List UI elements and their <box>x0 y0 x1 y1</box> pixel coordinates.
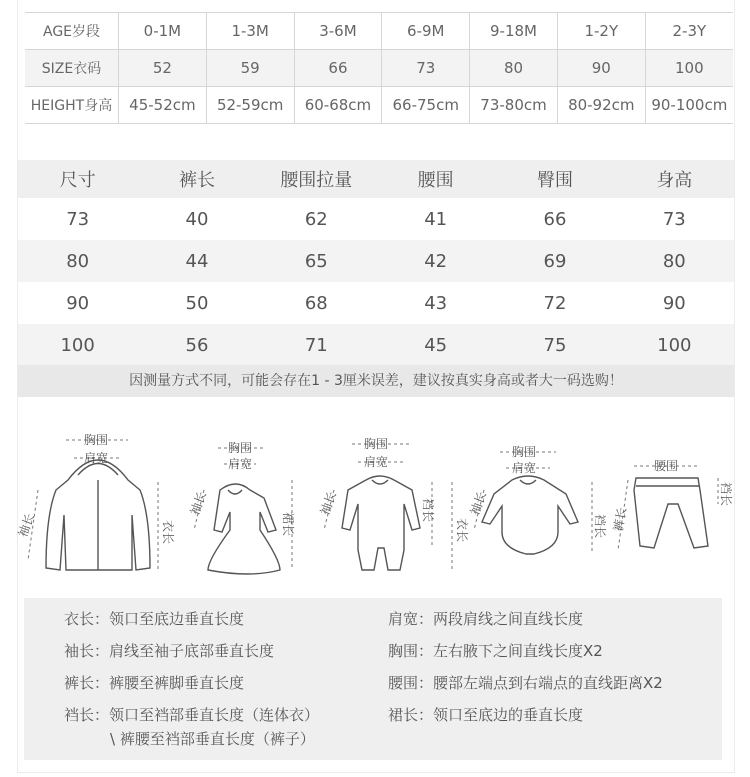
table-cell: 40 <box>185 208 209 230</box>
diagram-label: 肩宽 <box>228 457 253 471</box>
diagram-label: 裤长 <box>611 506 630 533</box>
diagram-label: 裆长 <box>593 514 607 539</box>
table-cell: 68 <box>304 292 328 314</box>
diagram-label: 裙长 <box>281 512 295 537</box>
table-cell: 44 <box>137 240 256 282</box>
table-cell: 41 <box>424 208 448 230</box>
diagram-label: 肩宽 <box>364 455 389 469</box>
table-cell: 73 <box>662 208 686 230</box>
legend-desc: 裤腰至裤脚垂直长度 <box>109 674 245 692</box>
table-cell: 75 <box>495 324 614 366</box>
legend-desc: 肩线至袖子底部垂直长度 <box>109 642 275 660</box>
table-cell: 62 <box>304 208 328 230</box>
table-cell: 43 <box>424 292 448 314</box>
table-cell: 42 <box>376 240 495 282</box>
table-cell: 45-52cm <box>119 87 207 124</box>
legend-term: 肩宽 <box>388 610 419 628</box>
diagram-label: 衣长 <box>455 518 469 543</box>
table-cell: 66-75cm <box>382 87 470 124</box>
size-table <box>25 12 733 124</box>
table-row <box>18 324 734 366</box>
diagram-label: 袖长 <box>187 489 210 518</box>
table-cell: 56 <box>137 324 256 366</box>
table-cell: 2-3Y <box>645 13 733 50</box>
legend-term: 袖长 <box>64 642 95 660</box>
diagram-label: 裆长 <box>421 498 435 523</box>
measurement-legend <box>24 598 722 760</box>
legend-desc: 领口至底边的垂直长度 <box>433 706 584 724</box>
table-row <box>25 13 733 50</box>
legend-term: 胸围 <box>388 642 419 660</box>
table-cell: AGE岁段 <box>25 13 119 50</box>
diagram-label: 袖长 <box>15 511 38 540</box>
column-header: 裤长 <box>137 160 256 198</box>
legend-item: 胸围：左右腋下之间直线长度X2 <box>388 642 603 660</box>
legend-extra: \ 裤腰至裆部垂直长度（裤子） <box>110 730 315 748</box>
column-header: 腰围拉量 <box>257 160 376 198</box>
jacket-icon <box>46 460 150 570</box>
table-cell: 80-92cm <box>557 87 645 124</box>
table-cell: 90-100cm <box>645 87 733 124</box>
garment-diagrams-svg <box>15 420 734 590</box>
table-cell: 80 <box>470 50 558 87</box>
table-cell: HEIGHT身高 <box>25 87 119 124</box>
legend-item: 衣长：领口至底边垂直长度 <box>64 610 245 628</box>
column-header: 尺寸 <box>18 160 137 198</box>
table-cell: 52-59cm <box>206 87 294 124</box>
table-cell: 72 <box>543 292 567 314</box>
romper-icon <box>342 476 420 570</box>
legend-item: 裙长：领口至底边的垂直长度 <box>388 706 584 724</box>
table-cell: 45 <box>376 324 495 366</box>
table-cell: 73 <box>382 50 470 87</box>
diagram-label: 肩宽 <box>512 461 537 475</box>
table-cell: 1-3M <box>206 13 294 50</box>
legend-desc: 领口至底边垂直长度 <box>109 610 245 628</box>
table-cell: 90 <box>66 292 90 314</box>
table-cell: 80 <box>615 240 734 282</box>
legend-term: 裤长 <box>64 674 95 692</box>
dress-icon <box>208 484 280 574</box>
diagram-label: 胸围 <box>364 437 389 451</box>
legend-desc: 领口至裆部垂直长度（连体衣） <box>109 706 320 724</box>
table-cell: 65 <box>257 240 376 282</box>
column-header: 腰围 <box>376 160 495 198</box>
legend-item: 裆长：领口至裆部垂直长度（连体衣） <box>64 706 320 724</box>
legend-term: 裙长 <box>388 706 419 724</box>
column-header: 身高 <box>615 160 734 198</box>
diagram-label: 腰围 <box>654 459 679 473</box>
legend-term: 腰围 <box>388 674 419 692</box>
diagram-label: 袖长 <box>317 489 340 518</box>
table-cell: 71 <box>257 324 376 366</box>
table-cell: 90 <box>557 50 645 87</box>
table-cell: 90 <box>662 292 686 314</box>
table-row <box>18 198 734 240</box>
table-cell: 6-9M <box>382 13 470 50</box>
legend-desc: 左右腋下之间直线长度X2 <box>433 642 603 660</box>
legend-desc: 腰部左端点到右端点的直线距离X2 <box>433 674 663 692</box>
diagram-label: 肩宽 <box>84 451 109 465</box>
table-row <box>25 87 733 124</box>
diagram-label: 胸围 <box>84 433 109 447</box>
legend-item: 肩宽：两段肩线之间直线长度 <box>388 610 584 628</box>
table-cell: 100 <box>615 324 734 366</box>
pants-icon <box>634 478 708 548</box>
table-row <box>18 240 734 282</box>
table-cell: 73 <box>66 208 90 230</box>
table-cell: 80 <box>18 240 137 282</box>
table-cell: 69 <box>495 240 614 282</box>
legend-item: 腰围：腰部左端点到右端点的直线距离X2 <box>388 674 663 692</box>
column-header: 臀围 <box>495 160 614 198</box>
diagram-label: 衣长 <box>161 520 175 545</box>
garment-diagrams <box>15 420 734 590</box>
legend-item: 裤长：裤腰至裤脚垂直长度 <box>64 674 245 692</box>
diagram-label: 胸围 <box>512 445 537 459</box>
diagram-label: 袖长 <box>467 489 490 518</box>
table-cell: 66 <box>543 208 567 230</box>
table-cell: 100 <box>18 324 137 366</box>
table-cell: SIZE衣码 <box>25 50 119 87</box>
table-cell: 100 <box>645 50 733 87</box>
table-cell: 73-80cm <box>470 87 558 124</box>
table-header-row <box>18 160 734 198</box>
measurement-note: 因测量方式不同，可能会存在1 - 3厘米误差，建议按真实身高或者大一码选购！ <box>18 365 734 397</box>
legend-item: 袖长：肩线至袖子底部垂直长度 <box>64 642 275 660</box>
table-cell: 0-1M <box>119 13 207 50</box>
legend-desc: 两段肩线之间直线长度 <box>433 610 584 628</box>
table-cell: 1-2Y <box>557 13 645 50</box>
table-cell: 3-6M <box>294 13 382 50</box>
table-cell: 50 <box>185 292 209 314</box>
table-cell: 52 <box>119 50 207 87</box>
table-row <box>25 50 733 87</box>
table-cell: 66 <box>294 50 382 87</box>
table-row <box>18 282 734 324</box>
table-cell: 59 <box>206 50 294 87</box>
diagram-label: 胸围 <box>228 441 253 455</box>
legend-term: 裆长 <box>64 706 95 724</box>
legend-term: 衣长 <box>64 610 95 628</box>
table-cell: 9-18M <box>470 13 558 50</box>
table-cell: 60-68cm <box>294 87 382 124</box>
measurement-table <box>18 160 734 366</box>
diagram-label: 裆长 <box>719 482 733 507</box>
bodysuit-icon <box>482 476 578 554</box>
